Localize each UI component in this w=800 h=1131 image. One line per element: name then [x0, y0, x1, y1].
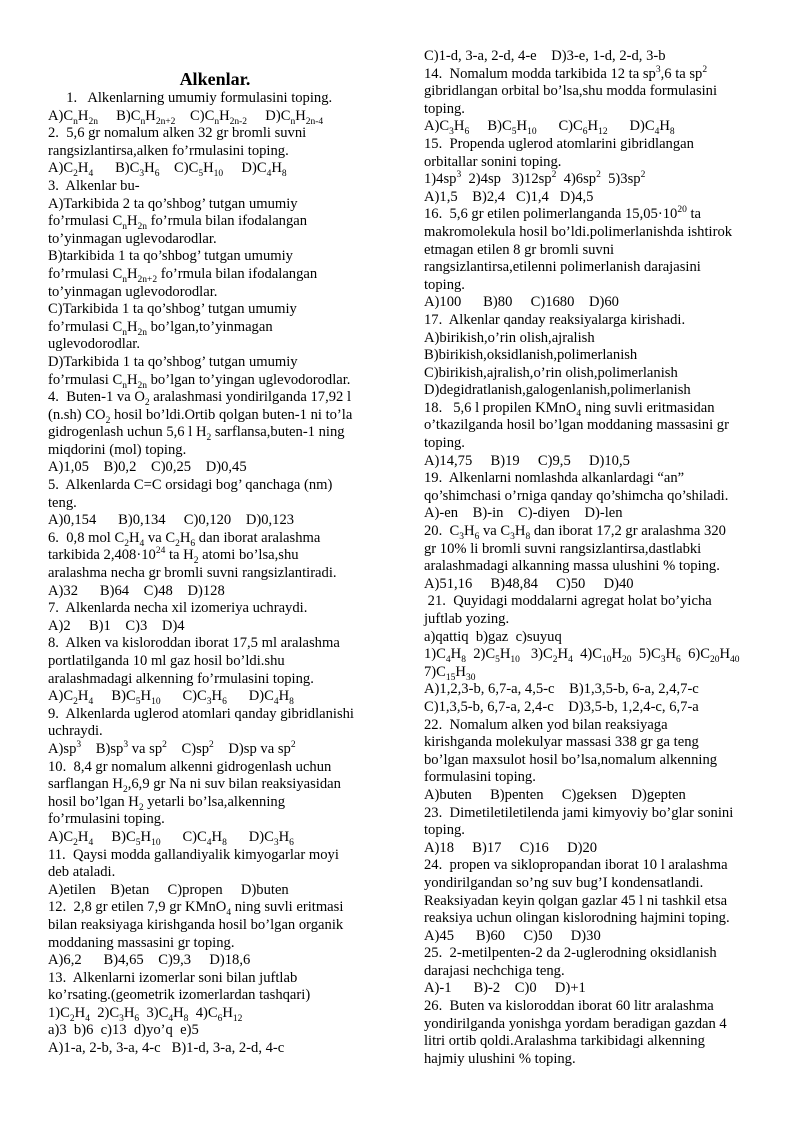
text-line: gidrogenlash uchun 5,6 l $H_2$ sarflansa,buten-1 ning	[48, 424, 345, 444]
text-line: $A)C_2H_4$ $B)C_5H_{10}$ $C)C_4H_8$ $D)C_3H_6$	[48, 828, 294, 848]
text-line: A)-en B)-in C)-diyen D)-len	[424, 505, 623, 522]
text-line: 6. 0,8 mol $C_2H_4$ va $C_2H_6$ dan iborat aralashma	[48, 529, 321, 549]
text-line: teng.	[48, 494, 77, 511]
text-line: A)buten B)penten C)geksen D)gepten	[424, 786, 686, 803]
text-line: A)6,2 B)4,65 C)9,3 D)18,6	[48, 952, 251, 969]
text-line: makromolekula hosil bo’ldi.polimerlanishda ishtirok	[424, 223, 733, 240]
text-line: $1)C_2H_4$ $2)C_3H_6$ $3)C_4H_8$ $4)C_6H_{12}$	[48, 1004, 243, 1024]
text-line: 19. Alkenlarni nomlashda alkanlardagi “an”	[424, 470, 685, 487]
text-line: $7)C_{15}H_{30}$	[424, 663, 476, 683]
text-line: toping.	[424, 435, 465, 452]
text-line: 24. propen va siklopropandan iborat 10 l aralashma	[424, 857, 728, 874]
text-line: A)14,75 B)19 C)9,5 D)10,5	[424, 452, 630, 469]
text-line: sarflangan $H_2,6,9$ gr Na ni suv bilan reaksiyasidan	[48, 776, 341, 796]
text-line: 23. Dimetiletiletilenda jami kimyoviy bo’glar sonini	[424, 804, 734, 821]
text-line: $A)C_2H_4$ $B)C_3H_6$ $C)C_5H_{10}$ $D)C_4H_8$	[48, 160, 287, 180]
text-line: kirishganda molekulyar massasi 338 gr ga teng	[424, 734, 699, 751]
right-question-list	[424, 48, 758, 1068]
right-column	[424, 48, 758, 1068]
text-line: A)2 B)1 C)3 D)4	[48, 617, 185, 634]
text-line: 21. Quyidagi moddalarni agregat holat bo’yicha	[424, 593, 712, 610]
text-line: a)3 b)6 c)13 d)yo’q e)5	[48, 1022, 199, 1039]
text-line: qo’shimchasi o’rniga qanday qo’shimcha qo’shiladi.	[424, 487, 729, 504]
text-line: formulasini toping.	[424, 769, 536, 786]
text-line: A)51,16 B)48,84 C)50 D)40	[424, 575, 634, 592]
text-line: (n.sh) $CO_2$ hosil bo’ldi.Ortib qolgan buten-1 ni to’la	[48, 406, 353, 426]
text-line: A)-1 B)-2 C)0 D)+1	[424, 980, 586, 997]
text-line: bo’lgan maxsulot hosil bo’lsa,nomalum alkenning	[424, 751, 718, 768]
text-line: D)Tarkibida 1 ta qo’shbog’ tutgan umumiy	[48, 353, 298, 370]
text-line: hosil bo’lgan $H_2$ yetarli bo’lsa,alkenning	[48, 793, 285, 813]
text-line: aralashmadagi alkanning massa ulushini % toping.	[424, 558, 720, 575]
text-line: $A)C_nH_{2n}$ $B)C_nH_{2n+2}$ $C)C_nH_{2n-2}$ $D)C_nH_{2n-4}$	[48, 107, 324, 127]
text-line: toping.	[424, 100, 465, 117]
text-line: to’yinmagan uglevodarodlar.	[48, 230, 217, 247]
text-line: 25. 2-metilpenten-2 da 2-uglerodning oksidlanish	[424, 945, 717, 962]
text-line: A)birikish,o’rin olish,ajralish	[424, 329, 595, 346]
text-line: 14. Nomalum modda tarkibida 12 ta $sp^3,6$ ta $sp^2$	[424, 64, 708, 82]
text-line: B)birikish,oksidlanish,polimerlanish	[424, 347, 638, 364]
text-line: 2. 5,6 gr nomalum alken 32 gr bromli suvni	[48, 125, 307, 142]
text-line: darajasi nechchiga teng.	[424, 962, 565, 979]
text-line: aralashmadagi alkenning fo’rmulasini toping.	[48, 670, 314, 687]
text-line: 1. Alkenlarning umumiy formulasini toping.	[48, 90, 333, 106]
text-line: A)1-a, 2-b, 3-a, 4-c B)1-d, 3-a, 2-d, 4-c	[48, 1040, 285, 1057]
text-line: reaksiya uchun olingan kislorodning hajmini toping.	[424, 910, 730, 927]
text-line: aralashma necha gr bromli suvni rangsizlantiradi.	[48, 565, 337, 582]
text-line: fo’rmulasi $C_nH_{2n+2}$ fo’rmula bilan ifodalangan	[48, 265, 318, 285]
text-line: uglevodorodlar.	[48, 336, 141, 353]
text-line: rangsizlantirsa,alken fo’rmulasini toping.	[48, 142, 289, 159]
text-line: miqdorini (mol) toping.	[48, 441, 187, 458]
text-line: A)0,154 B)0,134 C)0,120 D)0,123	[48, 512, 295, 529]
text-line: A)1,05 B)0,2 C)0,25 D)0,45	[48, 459, 247, 476]
text-line: Reaksiyadan keyin qolgan gazlar 45 l ni tashkil etsa	[424, 892, 728, 909]
text-line: portlatilganda 10 ml gaz hosil bo’ldi.shu	[48, 653, 285, 669]
text-line: juftlab yozing.	[424, 611, 510, 627]
page-title: Alkenlar.	[179, 69, 251, 89]
text-line: ko’rsating.(geometrik izomerlardan tashqari)	[48, 987, 311, 1004]
text-line: $A)C_3H_6$ $B)C_5H_{10}$ $C)C_6H_{12}$ $D)C_4H_8$	[424, 118, 675, 138]
text-line: A)32 B)64 C)48 D)128	[48, 582, 225, 599]
text-line: A)etilen B)etan C)propen D)buten	[48, 881, 289, 898]
text-line: A)100 B)80 C)1680 D)60	[424, 294, 619, 311]
text-line: C)birikish,ajralish,o’rin olish,polimerlanish	[424, 364, 678, 381]
text-line: 5. Alkenlarda C=C orsidagi bog’ qanchaga (nm)	[48, 477, 333, 494]
text-line: gr 10% li bromli suvni rangsizlantirsa,dastlabki	[424, 540, 702, 557]
text-line: uchraydi.	[48, 723, 103, 740]
text-line: C)1-d, 3-a, 2-d, 4-e D)3-e, 1-d, 2-d, 3-b	[424, 48, 666, 64]
text-line: A)Tarkibida 2 ta qo’shbog’ tutgan umumiy	[48, 195, 298, 212]
text-line: toping.	[424, 822, 465, 839]
text-line: 26. Buten va kisloroddan iborat 60 litr aralashma	[424, 998, 714, 1015]
text-line: to’yinmagan uglevodorodlar.	[48, 283, 218, 300]
text-line: 18. 5,6 l propilen KMnO$_4$ ning suvli eritmasidan	[424, 399, 715, 419]
text-line: fo’rmulasini toping.	[48, 811, 165, 828]
text-line: o’tkazilganda hosil bo’lgan moddaning massasini gr	[424, 417, 729, 434]
text-line: A)18 B)17 C)16 D)20	[424, 839, 598, 856]
text-line: 16. 5,6 gr etilen polimerlanganda $15,05\cdot 10^{20}$ ta	[424, 205, 701, 223]
text-line: tarkibida $2,408\cdot 10^{24}$ ta $H_2$ atomi bo’lsa,shu	[48, 546, 299, 567]
text-line: yondirilganda yonishga yordam beradigan gazdan 4	[424, 1015, 727, 1032]
text-line: $A)sp^3$ $B)sp^3$ va $sp^2$ $C)sp^2$ D)sp va $sp^2$	[48, 740, 296, 757]
text-line: A)1,2,3-b, 6,7-a, 4,5-c B)1,3,5-b, 6-a, 2,4,7-c	[424, 681, 699, 698]
text-line: 7. Alkenlarda necha xil izomeriya uchraydi.	[48, 600, 308, 617]
text-line: 17. Alkenlar qanday reaksiyalarga kirishadi.	[424, 311, 686, 328]
text-line: a)qattiq b)gaz c)suyuq	[424, 628, 562, 645]
text-line: 11. Qaysi modda gallandiyalik kimyogarlar moyi	[48, 846, 339, 863]
text-line: deb ataladi.	[48, 864, 116, 881]
text-line: etmagan etilen 8 gr bromli suvni	[424, 241, 615, 258]
text-line: rangsizlantirsa,etilenni polimerlanish darajasini	[424, 259, 701, 276]
text-line: A)1,5 B)2,4 C)1,4 D)4,5	[424, 188, 594, 205]
text-line: A)45 B)60 C)50 D)30	[424, 927, 601, 944]
text-line: 10. 8,4 gr nomalum alkenni gidrogenlash uchun	[48, 758, 332, 775]
text-line: B)tarkibida 1 ta qo’shbog’ tutgan umumiy	[48, 248, 293, 265]
text-line: yondirilgandan so’ng suv bug’I kondensatlandi.	[424, 874, 704, 891]
text-line: 12. 2,8 gr etilen 7,9 gr KMnO$_4$ ning suvli eritmasi	[48, 899, 344, 919]
text-line: 13. Alkenlarni izomerlar soni bilan juftlab	[48, 969, 298, 986]
text-line: C)Tarkibida 1 ta qo’shbog’ tutgan umumiy	[48, 301, 297, 318]
text-line: bilan reaksiyaga kirishganda hosil bo’lgan organik	[48, 916, 344, 933]
text-line: 20. $C_3H_6$ va $C_3H_8$ dan iborat 17,2 gr aralashma 320	[424, 523, 726, 542]
text-line: gibridlangan orbital bo’lsa,shu modda formulasini	[424, 83, 718, 100]
text-line: toping.	[424, 276, 465, 293]
text-line: 9. Alkenlarda uglerod atomlari qanday gibridlanishi	[48, 705, 354, 722]
text-line: orbitallar sonini toping.	[424, 153, 562, 170]
text-line: C)1,3,5-b, 6,7-a, 2,4-c D)3,5-b, 1,2,4-c, 6,7-a	[424, 698, 699, 715]
text-line: D)degidratlanish,galogenlanish,polimerlanish	[424, 382, 691, 399]
text-line: moddaning massasini gr toping.	[48, 934, 235, 951]
text-line: $A)C_2H_4$ $B)C_5H_{10}$ $C)C_3H_6$ $D)C_4H_8$	[48, 688, 294, 708]
text-line: litri ortib qoldi.Aralashma tarkibidagi alkenning	[424, 1033, 705, 1050]
text-line: fo’rmulasi $C_nH_{2n}$ fo’rmula bilan ifodalangan	[48, 213, 308, 233]
text-line: 8. Alken va kisloroddan iborat 17,5 ml aralashma	[48, 635, 340, 652]
left-question-list	[48, 90, 382, 1058]
text-line: fo’rmulasi $C_nH_{2n}$ bo’lgan to’yingan uglevodorodlar.	[48, 371, 351, 391]
text-line: 15. Propenda uglerod atomlarini gibridlangan	[424, 135, 694, 152]
text-line: $1)4sp^3$ 2)4sp $3)12sp^2$ $4)6sp^2$ $5)3sp^2$	[424, 170, 646, 188]
text-line: hajmiy ulushini % toping.	[424, 1050, 576, 1067]
text-line: 4. Buten-1 va $O_2$ aralashmasi yondirilganda 17,92 l	[48, 389, 352, 408]
text-line: $1)C_4H_8$ $2)C_5H_{10}$ $3)C_2H_4$ $4)C_{10}H_{20}$ $5)C_3H_6$ $6)C_{20}H_{40}$	[424, 646, 740, 666]
text-line: 22. Nomalum alken yod bilan reaksiyaga	[424, 716, 668, 733]
left-column	[48, 48, 382, 1058]
text-line: 3. Alkenlar bu-	[48, 177, 140, 194]
text-line: fo’rmulasi $C_nH_{2n}$ bo’lgan,to’yinmagan	[48, 318, 273, 338]
